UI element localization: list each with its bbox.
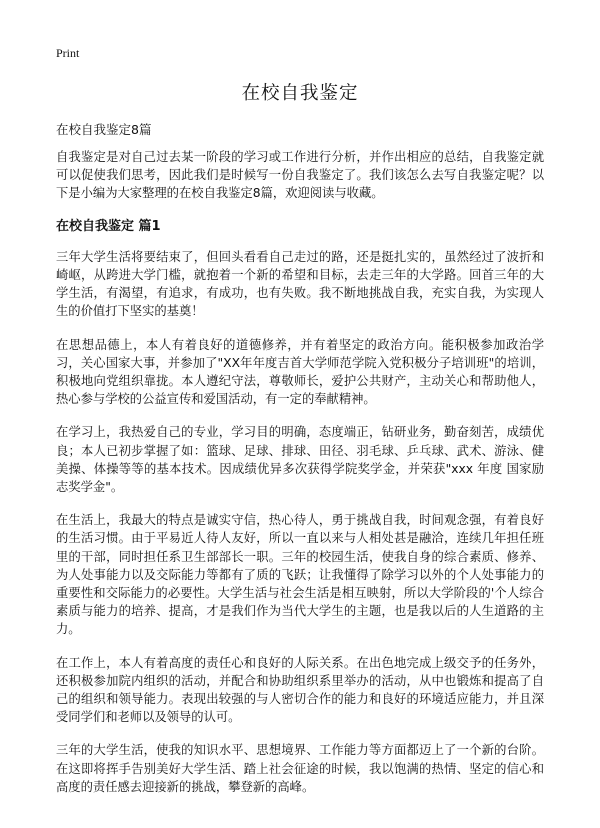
section-heading: 在校自我鉴定 篇1 bbox=[56, 218, 161, 234]
body-paragraph-1: 三年大学生活将要结束了，但回头看看自己走过的路，还是挺扎实的，虽然经过了波折和崎岖，从跨进大学门槛，就抱着一个新的希望和目标，去走三年的大学路。回首三年的大学生活，有渴望，有追求，有成功，也有失败。我不断地挑战自我，充实自我，为实现人生的价值打下坚实的基奠！ bbox=[56, 249, 544, 319]
intro-paragraph: 自我鉴定是对自己过去某一阶段的学习或工作进行分析，并作出相应的总结，自我鉴定就可以促使我们思考，因此我们是时候写一份自我鉴定了。我们该怎么去写自我鉴定呢？以下是小编为大家整理的在校自我鉴定8篇，欢迎阅读与收藏。 bbox=[56, 150, 544, 201]
body-paragraph-2: 在思想品德上，本人有着良好的道德修养，并有着坚定的政治方向。能积极参加政治学习，关心国家大事，并参加了"XX年年度吉首大学师范学院入党积极分子培训班"的培训，积极地向党组织靠拢。本人遵纪守法，尊敬师长，爱护公共财产，主动关心和帮助他人，热心参与学校的公益宣传和爱国活动，有一定的奉献精神。 bbox=[56, 337, 544, 407]
page-title: 在校自我鉴定 bbox=[241, 83, 359, 104]
article-body bbox=[56, 148, 544, 809]
body-paragraph-6: 三年的大学生活，使我的知识水平、思想境界、工作能力等方面都迈上了一个新的台阶。在这即将挥手告别美好大学生活、踏上社会征途的时候，我以饱满的热情、坚定的信心和高度的责任感去迎接新的挑战，攀登新的高峰。 bbox=[56, 743, 544, 794]
document-subtitle: 在校自我鉴定8篇 bbox=[56, 122, 152, 137]
body-paragraph-5: 在工作上，本人有着高度的责任心和良好的人际关系。在出色地完成上级交予的任务外，还积极参加院内组织的活动，并配合和协助组织系里举办的活动，从中也锻炼和提高了自己的组织和领导能力。表现出较强的与人密切合作的能力和良好的环境适应能力，并且深受同学们和老师以及领导的认可。 bbox=[56, 655, 544, 725]
body-paragraph-3: 在学习上，我热爱自己的专业，学习目的明确，态度端正，钻研业务，勤奋刻苦，成绩优良；本人已初步掌握了如：篮球、足球、排球、田径、羽毛球、乒乓球、武术、游泳、健美操、体操等等的基本技术。因成绩优异多次获得学院奖学金，并荣获"xxx 年度 国家励志奖学金"。 bbox=[56, 425, 544, 495]
print-label[interactable]: Print bbox=[56, 46, 80, 60]
body-paragraph-4: 在生活上，我最大的特点是诚实守信，热心待人，勇于挑战自我，时间观念强，有着良好的生活习惯。由于平易近人待人友好，所以一直以来与人相处甚是融洽，连续几年担任班里的干部，同时担任系卫生部部长一职。三年的校园生活，使我自身的综合素质、修养、为人处事能力以及交际能力等都有了质的飞跃；让我懂得了除学习以外的个人处事能力的重要性和交际能力的必要性。大学生活与社会生活是相互映射，所以大学阶段的'个人综合素质与能力的培养、提高，才是我们作为当代大学生的主题，也是我以后的人生道路的主力。 bbox=[56, 513, 544, 637]
